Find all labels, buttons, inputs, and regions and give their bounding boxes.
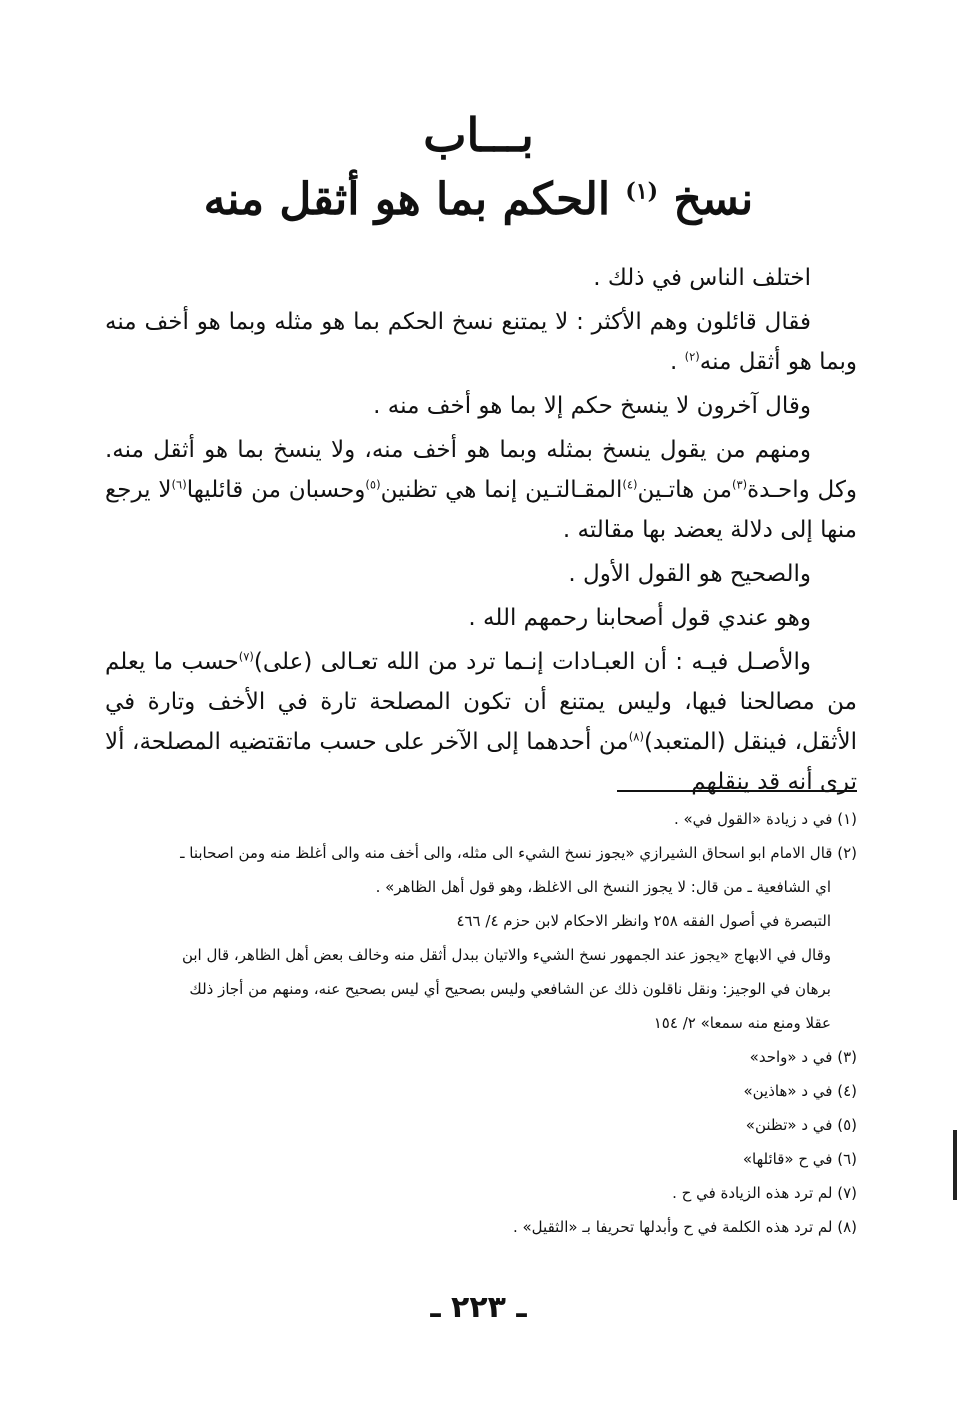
paragraph [105,302,857,382]
footnote-ref: (٦) [171,477,187,492]
footnote-4: (٤) في د «هاذين» [743,1082,857,1100]
footnote-2-quote-end: عقلا ومنع منه سمعا» ٢/ ١٥٤ [653,1014,831,1032]
footnote-1: (١) في د زيادة «القول في» . [673,810,857,828]
paragraph-text: لا يرجع منها إلى دلالة يعضد بها مقالته . [105,477,857,543]
footnote-6: (٦) في ح «قائلها» [742,1150,857,1168]
footnote-separator [617,790,857,792]
scan-edge-mark [953,1130,957,1200]
footnote-2-continued: اي الشافعية ـ من قال: لا يجوز النسخ الى الاغلظ، وهو قول أهل الظاهر» . [375,878,831,896]
paragraph [105,554,857,594]
chapter-title-start: نسخ [673,174,754,225]
footnote-ref: (٥) [365,477,381,492]
paragraph-text: والأصـل فيـه : أن العبـادات إنـما ترد من الله تعـالى (على) [253,649,811,675]
paragraph-text: المقـالتـين إنما هي تظنين [380,477,623,503]
footnote-3: (٣) في د «واحد» [749,1048,857,1066]
footnote-2: (٢) قال الامام ابو اسحاق الشيرازي «يجوز نسخ الشيء الى مثله، والى أخف منه والى أغلظ منه ومن اصحابنا ـ [180,844,857,862]
footnote-2-quote: وقال في الابهاج «يجوز عند الجمهور نسخ الشيء والاتيان ببدل أثقل منه وخالف بعض أهل الظاهر، قال ابن [181,946,831,964]
paragraph-text: وحسبان من قائليها [186,477,366,503]
paragraph [105,258,857,298]
paragraph [105,386,857,426]
footnote-ref: (٤) [622,477,638,492]
chapter-heading [0,105,957,231]
chapter-label: بـــاب [423,108,534,162]
footnote-2-reference: التبصرة في أصول الفقه ٢٥٨ وانظر الاحكام لابن حزم ٤/ ٤٦٦ [456,912,831,930]
paragraph-text: ومنهم من يقول ينسخ بمثله وبما هو أخف منه، ولا ينسخ بما هو أثقل منه. وكل واحـدة [105,437,858,503]
footnote-7: (٧) لم ترد هذه الزيادة في ح . [672,1184,857,1202]
footnote-ref: (٣) [731,477,748,492]
footnote-2-quote-continued: برهان في الوجيز: ونقل ناقلون ذلك عن الشافعي وليس بصحيح أي ليس بصحيح عنه، ومنهم من أجاز ذلك [189,980,831,998]
footnotes [105,804,857,1246]
chapter-title-end: الحكم بما هو أثقل منه [203,174,611,225]
paragraph-text: من هاتـين [637,477,732,503]
paragraph-text: . [669,349,685,375]
paragraph-text: اختلف الناس في ذلك . [593,265,811,291]
footnote-5: (٥) في د «تظنن» [745,1116,857,1134]
paragraph [105,642,857,802]
paragraph-text: وهو عندي قول أصحابنا رحمهم الله . [468,605,811,631]
body-text [105,258,857,806]
paragraph-text: حسب ما يعلم من مصالحنا فيها، وليس يمتنع أن تكون المصلحة تارة في الأخف وتارة في الأثقل، فينقل (المتعبد) [105,649,857,755]
paragraph-text: من أحدهما إلى الآخر على حسب ماتقتضيه المصلحة، ألا ترى أنه قد ينقلهم [105,729,857,795]
paragraph-text: وقال آخرون لا ينسخ حكم إلا بما هو أخف منه . [373,393,811,419]
paragraph-text: والصحيح هو القول الأول . [568,561,811,587]
footnote-ref: (٨) [628,729,644,744]
paragraph-text: فقال قائلون وهم الأكثر : لا يمتنع نسخ الحكم بما هو مثله وبما هو أخف منه وبما هو أثقل منه [105,309,857,375]
footnote-8: (٨) لم ترد هذه الكلمة في ح وأبدلها تحريفا بـ «الثقيل» . [512,1218,857,1236]
footnote-ref: (١) [625,178,659,205]
footnote-ref: (٧) [238,649,254,664]
paragraph [105,430,857,550]
paragraph [105,598,857,638]
footnote-ref: (٢) [684,349,700,364]
chapter-title [0,169,957,231]
page-number: ـ ٢٢٣ ـ [430,1290,527,1325]
